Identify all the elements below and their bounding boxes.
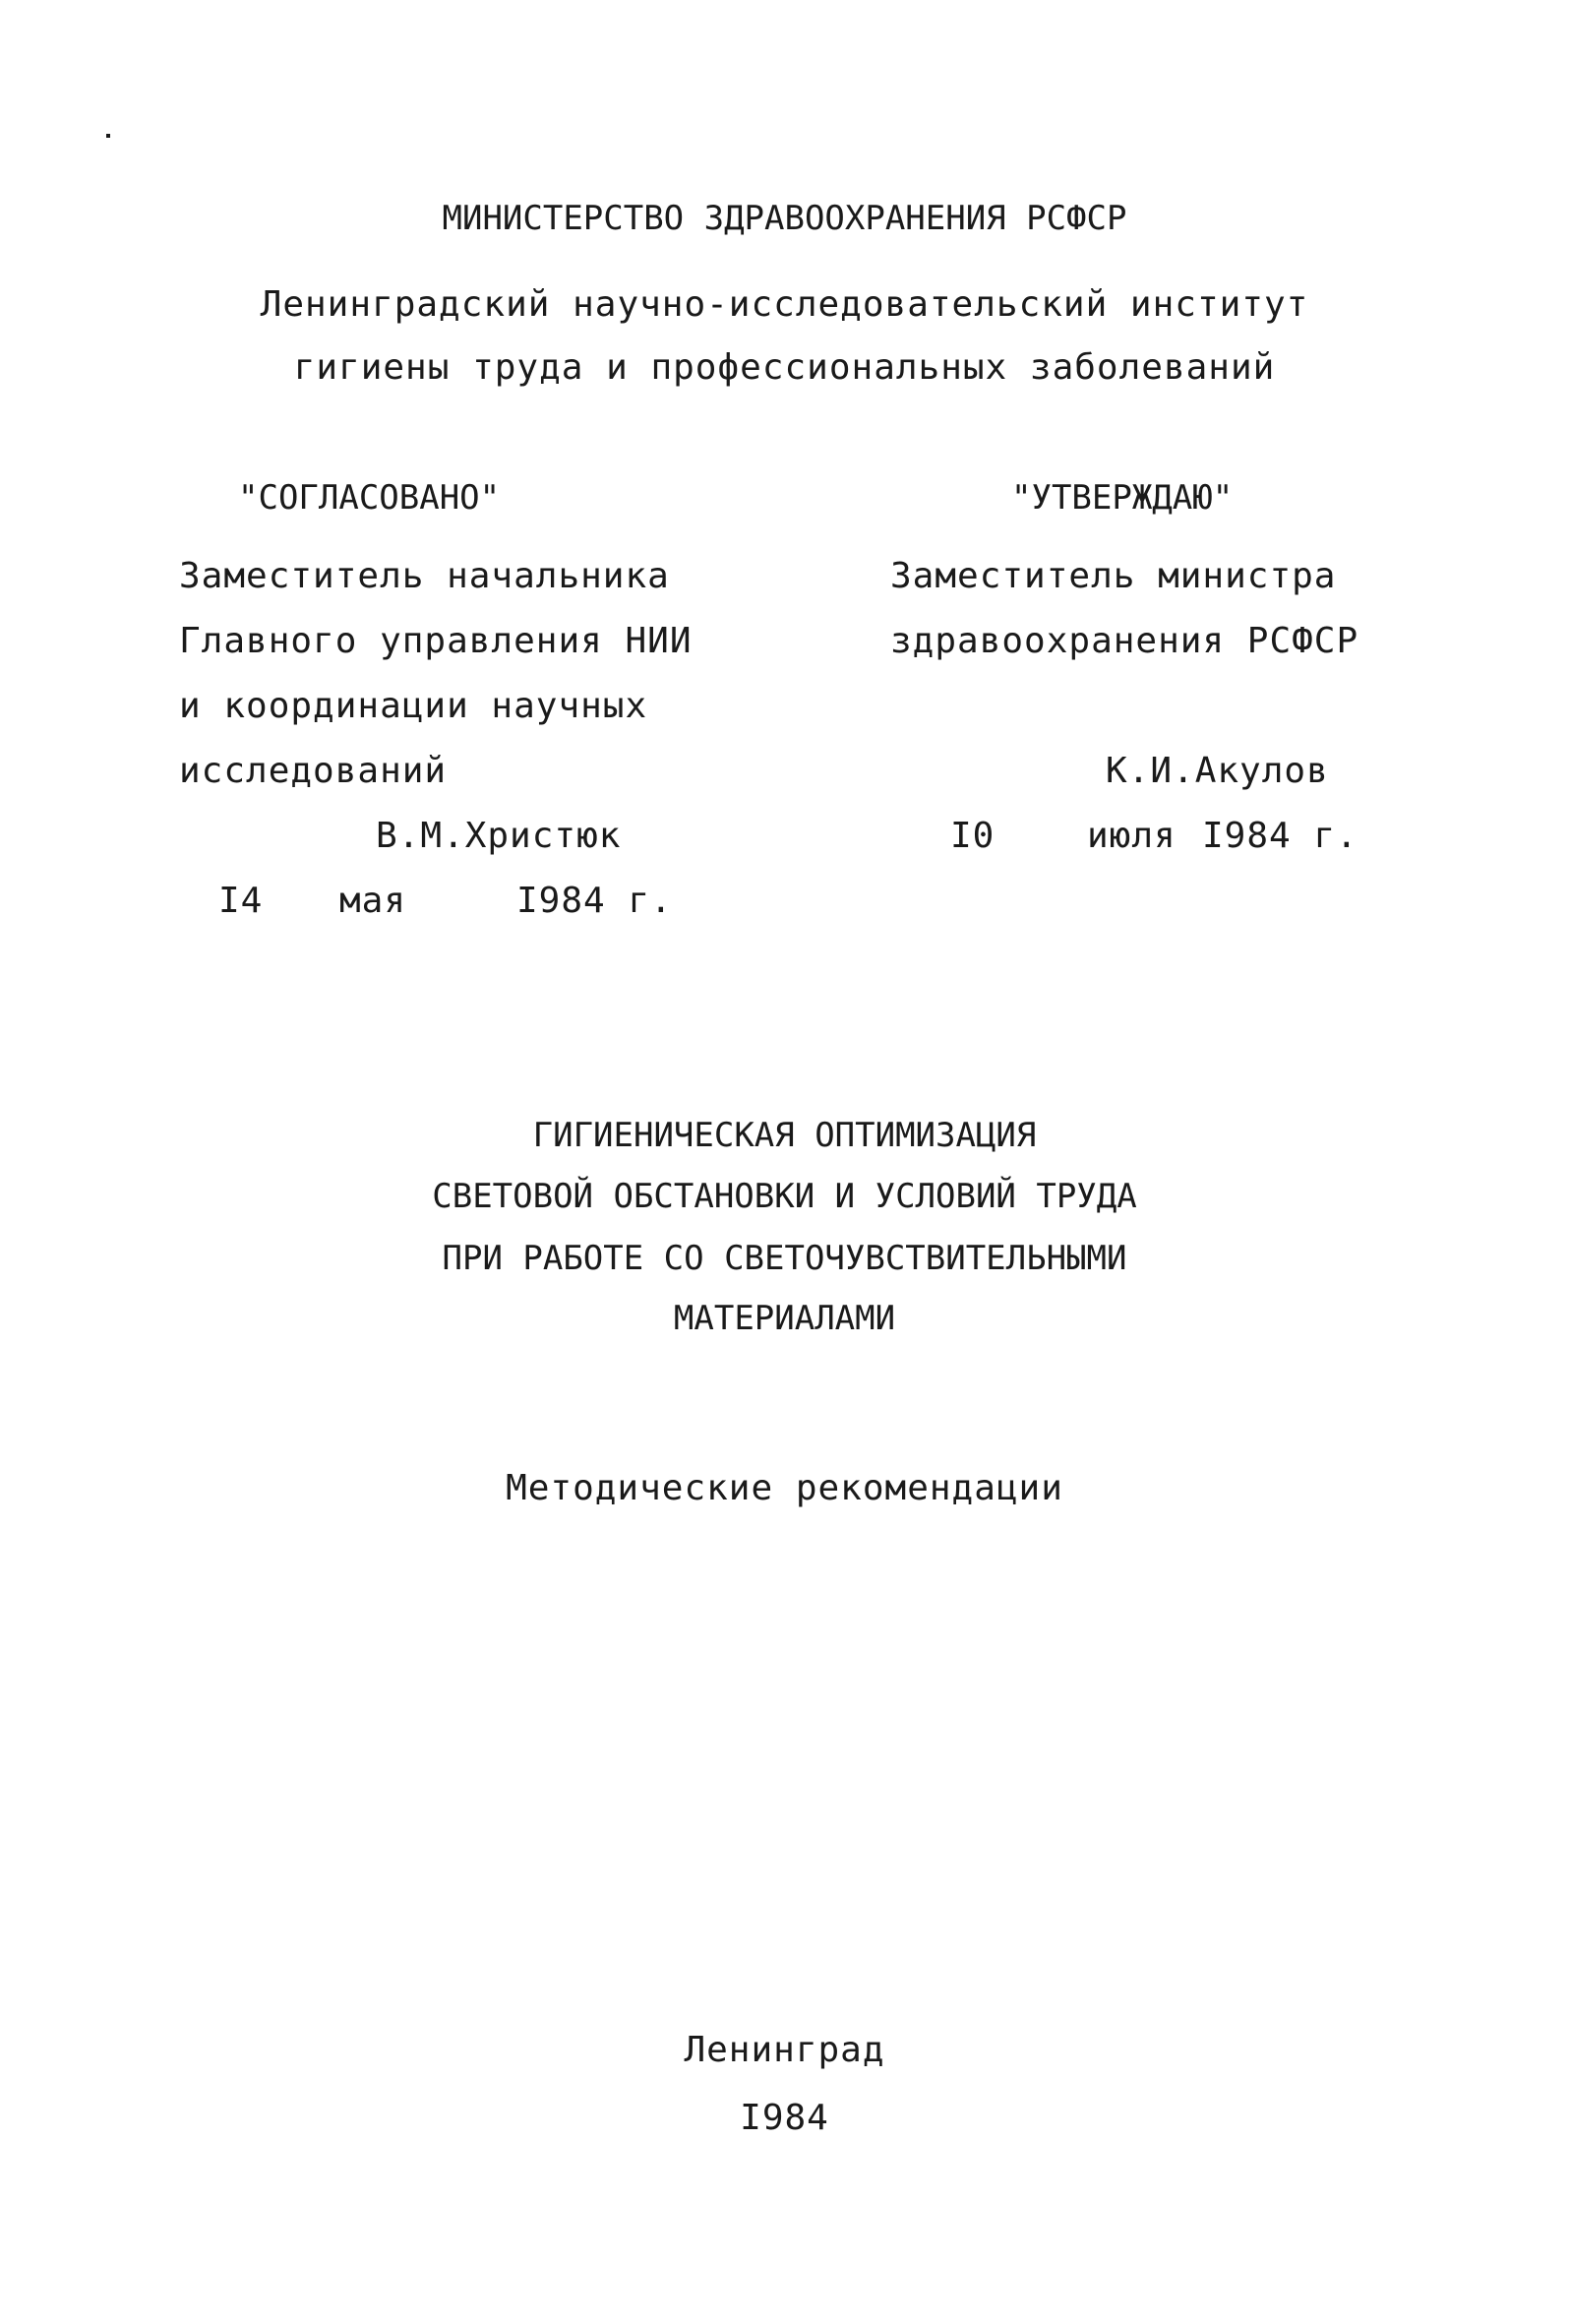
title-line-3: ПРИ РАБОТЕ СО СВЕТОЧУВСТВИТЕЛЬНЫМИ — [442, 1239, 1127, 1278]
approval-right-position-line-1: Заместитель министра — [890, 556, 1337, 596]
approval-right-signatory: К.И.Акулов — [1106, 751, 1329, 791]
approval-left-date-month: мая — [339, 881, 407, 921]
approval-left-heading: "СОГЛАСОВАНО" — [238, 478, 501, 518]
publication-year: I984 — [740, 2098, 829, 2138]
approval-left-date-day: I4 — [218, 881, 264, 921]
approval-right-date-year: I984 г. — [1202, 816, 1358, 856]
institute-name-line-1: Ленинградский научно-исследовательский институт — [260, 284, 1309, 325]
approval-left-signatory: В.М.Христюк — [376, 816, 622, 856]
institute-name-line-2: гигиены труда и профессиональных заболеваний — [293, 347, 1276, 388]
publication-city: Ленинград — [684, 2030, 885, 2070]
scan-speck — [106, 134, 110, 138]
approval-right-heading: "УТВЕРЖДАЮ" — [1011, 478, 1234, 518]
approval-right-date-day: I0 — [950, 816, 996, 856]
document-subtitle: Методические рекомендации — [506, 1468, 1063, 1508]
approval-left-position-line-2: Главного управления НИИ — [179, 621, 693, 661]
approval-right-position-line-2: здравоохранения РСФСР — [890, 621, 1359, 661]
approval-left-position-line-4: исследований — [179, 751, 448, 791]
approval-left-position-line-3: и координации научных — [179, 686, 648, 726]
approval-left-position-line-1: Заместитель начальника — [179, 556, 670, 596]
approval-left-date-year: I984 г. — [516, 881, 673, 921]
title-line-1: ГИГИЕНИЧЕСКАЯ ОПТИМИЗАЦИЯ — [532, 1116, 1037, 1155]
ministry-heading: МИНИСТЕРСТВО ЗДРАВООХРАНЕНИЯ РСФСР — [442, 199, 1127, 238]
approval-right-date-month: июля — [1087, 816, 1177, 856]
title-line-2: СВЕТОВОЙ ОБСТАНОВКИ И УСЛОВИЙ ТРУДА — [432, 1177, 1137, 1216]
title-line-4: МАТЕРИАЛАМИ — [673, 1299, 896, 1338]
